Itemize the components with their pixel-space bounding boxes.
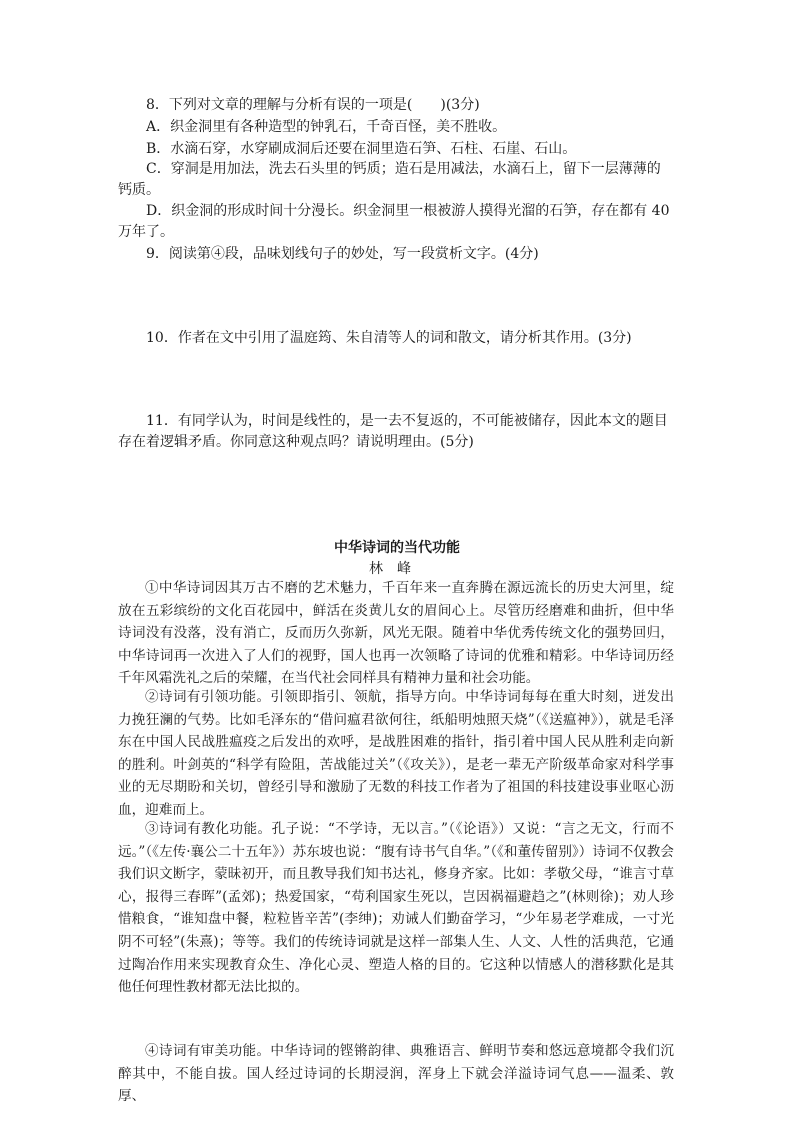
- question-8-option-d: D．织金洞的形成时间十分漫长。织金洞里一根被游人摸得光溜的石笋，存在都有 40 万年了。: [118, 203, 670, 240]
- question-10: 10．作者在文中引用了温庭筠、朱自清等人的词和散文，请分析其作用。(3分): [146, 330, 632, 346]
- article-paragraph-1: ①中华诗词因其万古不磨的艺术魅力，千百年来一直奔腾在源远流长的历史大河里，绽放在五彩缤纷的文化百花园中，鲜活在炎黄儿女的眉间心上。尽管历经磨难和曲折，但中华诗词没有没落，没有消亡，反而历久弥新，风光无限。随着中华优秀传统文化的强势回归，中华诗词再一次进入了人们的视野，国人也再一次领略了诗词的优雅和精彩。中华诗词历经千年风霜洗礼之后的荣耀，在当代社会同样具有精神力量和社会功能。: [118, 580, 674, 687]
- question-8-stem: 8．下列对文章的理解与分析有误的一项是( )(3分): [146, 97, 480, 113]
- article-author: 林峰: [369, 561, 425, 577]
- article-paragraph-3: ③诗词有教化功能。孔子说：“不学诗，无以言。”（《论语》）又说：“言之无文，行而不远。”（《左传·襄公二十五年》）苏东坡也说：“腹有诗书气自华。”（《和董传留别》）诗词不仅教会我们识文断字，蒙昧初开，而且教导我们知书达礼，修身齐家。比如：孝敬父母，“谁言寸草心，报得三春晖”(孟郊)；热爱国家，“苟利国家生死以，岂因祸福避趋之”(林则徐)；劝人珍惜粮食，“谁知盘中餐，粒粒皆辛苦”(李绅)；劝诫人们勤奋学习，“少年易老学难成，一寸光阴不可轻”(朱熹)；等等。我们的传统诗词就是这样一部集人生、人文、人性的活典范，它通过陶冶作用来实现教育众生、净化心灵、塑造人格的目的。它这种以情感人的潜移默化是其他任何理性教材都无法比拟的。: [118, 821, 674, 996]
- question-9: 9．阅读第④段，品味划线句子的妙处，写一段赏析文字。(4分): [146, 246, 539, 262]
- article-paragraph-2: ②诗词有引领功能。引领即指引、领航，指导方向。中华诗词每每在重大时刻，迸发出力挽狂澜的气势。比如毛泽东的“借问瘟君欲何往，纸船明烛照天烧”（《送瘟神》），就是毛泽东在中国人民战胜瘟疫之后发出的欢呼，是战胜困难的指针，指引着中国人民从胜利走向新的胜利。叶剑英的“科学有险阻，苦战能过关”（《攻关》），是老一辈无产阶级革命家对科学事业的无尽期盼和关切，曾经引导和激励了无数的科技工作者为了祖国的科技建设事业呕心沥血，迎难而上。: [118, 689, 674, 818]
- question-8-option-c: C．穿洞是用加法，洗去石头里的钙质；造石是用减法，水滴石上，留下一层薄薄的钙质。: [118, 161, 661, 198]
- article-paragraph-4: ④诗词有审美功能。中华诗词的铿锵韵律、典雅语言、鲜明节奏和悠远意境都令我们沉醉其中，不能自拔。国人经过诗词的长期浸润，浑身上下就会洋溢诗词气息——温柔、敦厚、: [118, 1043, 674, 1105]
- question-8-option-a: A．织金洞里有各种造型的钟乳石，千奇百怪，美不胜收。: [146, 119, 507, 135]
- article-title: 中华诗词的当代功能: [334, 540, 460, 556]
- question-11: 11．有同学认为，时间是线性的，是一去不复返的，不可能被储存，因此本文的题目存在着逻辑矛盾。你同意这种观点吗？请说明理由。(5分): [118, 413, 668, 450]
- question-8-option-b: B．水滴石穿，水穿刷成洞后还要在洞里造石笋、石柱、石崖、石山。: [146, 141, 577, 157]
